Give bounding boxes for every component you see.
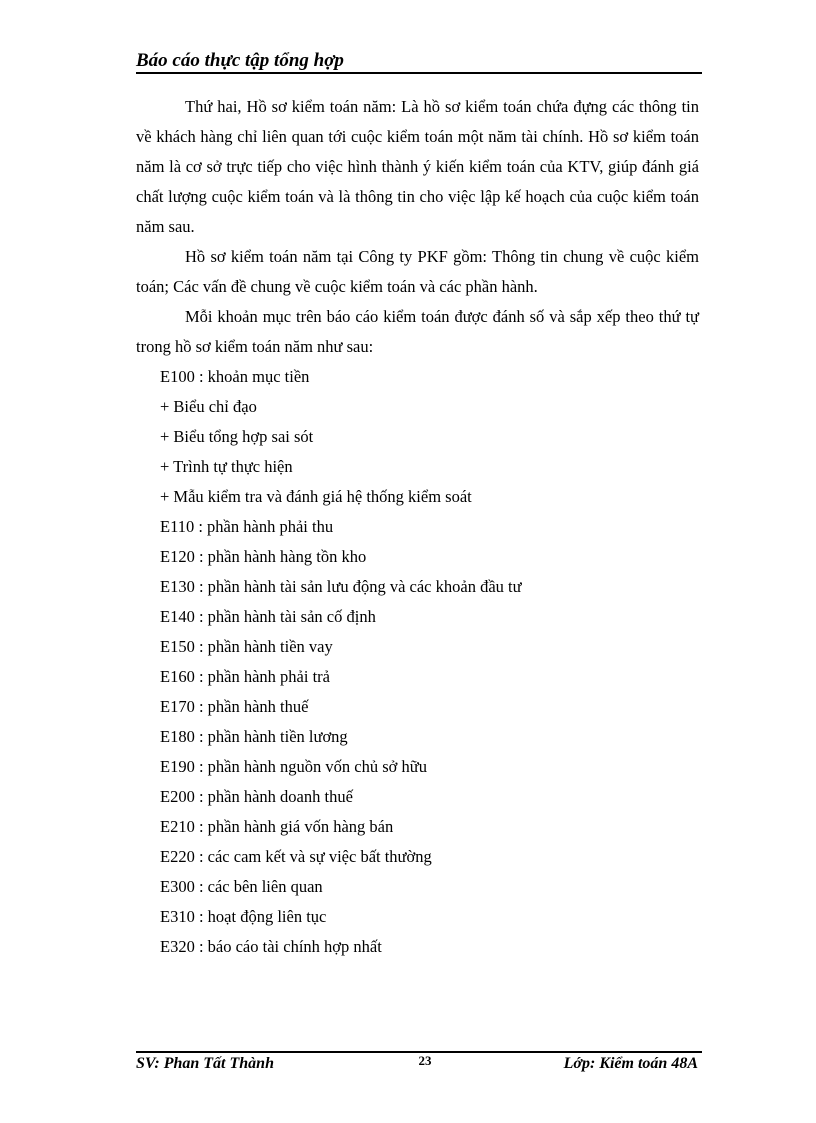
list-item: E210 : phần hành giá vốn hàng bán [160, 817, 394, 836]
audit-file-index-list [136, 362, 699, 962]
page-header [136, 48, 702, 74]
list-item: + Biểu chỉ đạo [160, 397, 257, 416]
list-item: E140 : phần hành tài sản cố định [160, 607, 376, 626]
list-item: E130 : phần hành tài sản lưu động và các khoản đầu tư [160, 577, 522, 596]
footer-student-name: SV: Phan Tất Thành [136, 1055, 274, 1072]
footer-class-name: Lớp: Kiểm toán 48A [563, 1055, 698, 1072]
list-item: E200 : phần hành doanh thuế [160, 787, 353, 806]
list-item: E190 : phần hành nguồn vốn chủ sở hữu [160, 757, 427, 776]
list-item: E170 : phần hành thuế [160, 697, 309, 716]
list-item: + Trình tự thực hiện [160, 457, 293, 476]
list-item: E150 : phần hành tiền vay [160, 637, 333, 656]
list-item: E180 : phần hành tiền lương [160, 727, 348, 746]
list-item: E320 : báo cáo tài chính hợp nhất [160, 937, 382, 956]
page-number: 23 [418, 1053, 432, 1068]
paragraph: Mỗi khoản mục trên báo cáo kiểm toán được đánh số và sắp xếp theo thứ tự trong hồ sơ kiểm toán năm như sau: [136, 307, 699, 356]
paragraph: Thứ hai, Hồ sơ kiểm toán năm: Là hồ sơ kiểm toán chứa đựng các thông tin về khách hàng chỉ liên quan tới cuộc kiểm toán một năm tài chính. Hồ sơ kiểm toán năm là cơ sở trực tiếp cho việc hình thành ý kiến kiểm toán của KTV, giúp đánh giá chất lượng cuộc kiểm toán và là thông tin cho việc lập kế hoạch của cuộc kiểm toán năm sau. [136, 97, 699, 236]
paragraph: Hồ sơ kiểm toán năm tại Công ty PKF gồm: Thông tin chung về cuộc kiểm toán; Các vấn đề chung về cuộc kiểm toán và các phần hành. [136, 247, 699, 296]
list-item: E220 : các cam kết và sự việc bất thường [160, 847, 432, 866]
list-item: + Biểu tổng hợp sai sót [160, 427, 314, 446]
list-item: E110 : phần hành phải thu [160, 517, 334, 536]
list-item: E310 : hoạt động liên tục [160, 907, 327, 926]
list-item: E300 : các bên liên quan [160, 877, 323, 896]
list-item: E120 : phần hành hàng tồn kho [160, 547, 367, 566]
document-body [136, 92, 699, 962]
list-item: + Mẫu kiểm tra và đánh giá hệ thống kiểm soát [160, 487, 472, 506]
list-item: E100 : khoản mục tiền [160, 367, 310, 386]
header-title: Báo cáo thực tập tổng hợp [136, 50, 344, 71]
list-item: E160 : phần hành phải trả [160, 667, 330, 686]
